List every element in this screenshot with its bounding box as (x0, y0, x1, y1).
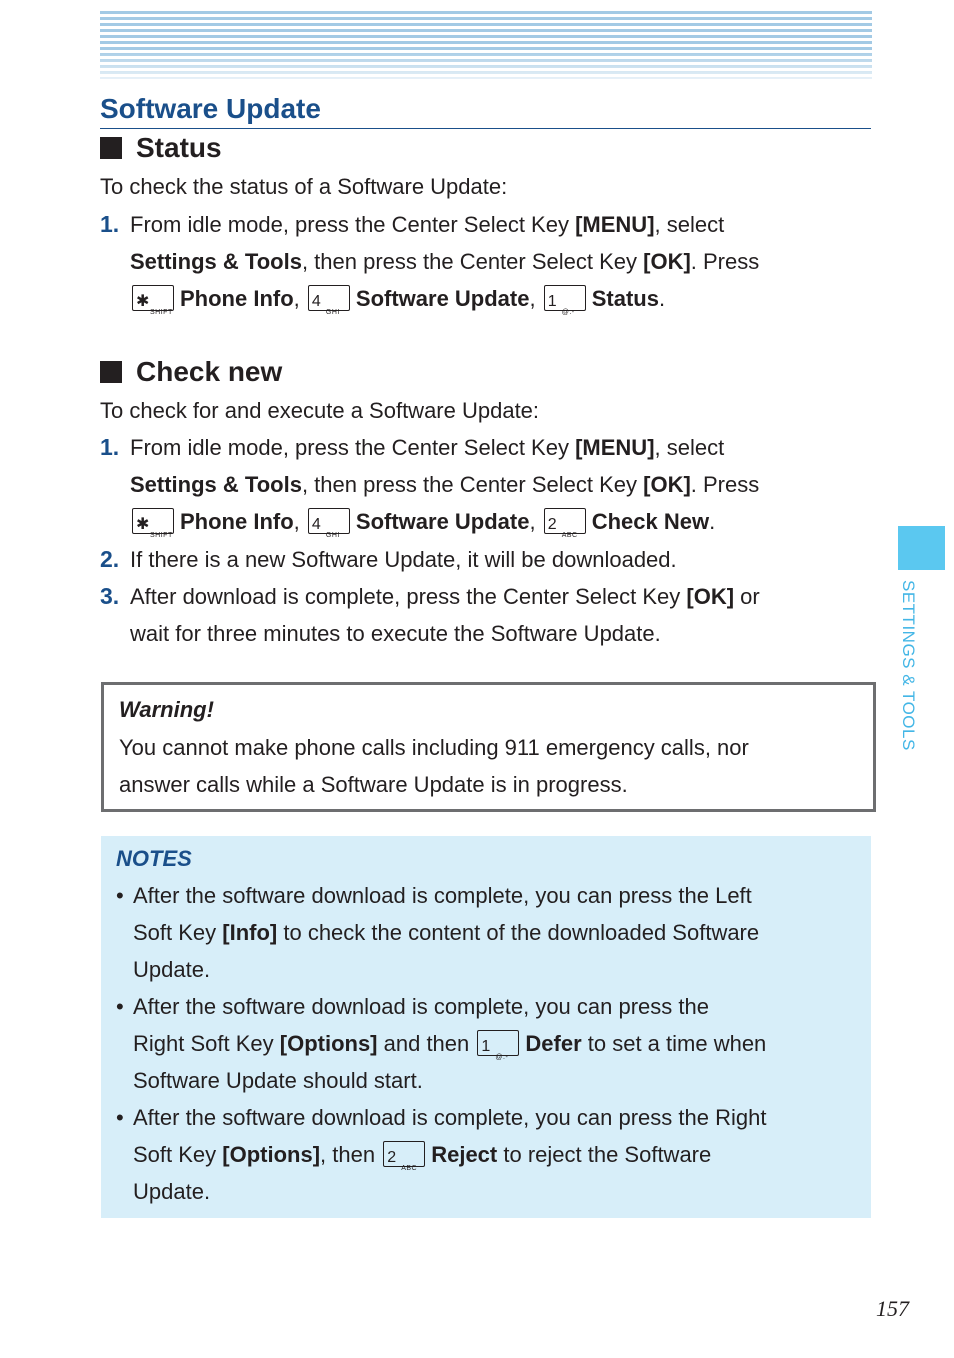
chapter-tab (898, 526, 945, 570)
page-number: 157 (876, 1296, 909, 1321)
chapter-label: SETTINGS & TOOLS (899, 580, 918, 751)
star-shift-key-icon: ✱ SHIFT (132, 285, 174, 311)
check-new-step-1 (100, 429, 860, 540)
warning-title: Warning! (119, 697, 214, 722)
menu-item-phone-info: Phone Info (180, 286, 294, 311)
step-line: ✱ SHIFT Phone Info, 4 GHI Software Update, 2 ABC Check New. (130, 503, 860, 540)
menu-item-software-update: Software Update (355, 509, 530, 534)
bullet-icon: • (116, 1105, 124, 1130)
menu-item-software-update: Software Update (355, 286, 530, 311)
step-line: From idle mode, press the Center Select Key [MENU], select (130, 212, 725, 237)
key-4-ghi-icon: 4 GHI (308, 508, 350, 534)
menu-item-status: Status (591, 286, 659, 311)
check-new-heading (100, 355, 282, 389)
status-heading (100, 131, 222, 165)
note-item: • After the software download is complete, you can press the Right Soft Key [Options], then 2 ABC Reject to reject the Software Update. (116, 1099, 861, 1210)
check-new-heading-text: Check new (136, 356, 283, 387)
check-new-step-3 (100, 578, 860, 652)
note-item: • After the software download is complete, you can press the Left Soft Key [Info] to check the content of the downloaded Software Update. (116, 877, 861, 988)
step-line: Settings & Tools, then press the Center Select Key [OK]. Press (130, 472, 760, 497)
key-4-ghi-icon: 4 GHI (308, 285, 350, 311)
check-new-step-2 (100, 541, 860, 578)
note-item: • After the software download is complete, you can press the Right Soft Key [Options] and then 1 @.- Defer to set a time when Software Update should start. (116, 988, 861, 1099)
key-1-icon: 1 @.- (477, 1030, 519, 1056)
square-bullet-icon (100, 137, 122, 159)
bullet-icon: • (116, 994, 124, 1019)
status-intro: To check the status of a Software Update: (100, 174, 508, 199)
menu-item-defer: Defer (525, 1031, 582, 1056)
step-line: From idle mode, press the Center Select Key [MENU], select (130, 435, 725, 460)
menu-item-reject: Reject (431, 1142, 498, 1167)
key-1-icon: 1 @.- (544, 285, 586, 311)
status-heading-text: Status (136, 132, 222, 163)
status-step-1 (100, 206, 860, 317)
step-line: ✱ SHIFT Phone Info, 4 GHI Software Update, 1 @.- Status. (130, 280, 860, 317)
menu-item-check-new: Check New (591, 509, 710, 534)
notes-title: NOTES (116, 846, 192, 871)
bullet-icon: • (116, 883, 124, 908)
header-stripes (100, 11, 872, 79)
step-line: wait for three minutes to execute the Software Update. (130, 621, 661, 646)
step-number: 1. (100, 211, 120, 237)
key-2-abc-icon: 2 ABC (544, 508, 586, 534)
step-number: 1. (100, 434, 120, 460)
check-new-intro: To check for and execute a Software Update: (100, 398, 540, 423)
notes-box (101, 836, 871, 1218)
section-title: Software Update (100, 92, 871, 129)
warning-text: You cannot make phone calls including 911 emergency calls, nor answer calls while a Software Update is in progress. (119, 735, 749, 797)
square-bullet-icon (100, 361, 122, 383)
star-shift-key-icon: ✱ SHIFT (132, 508, 174, 534)
warning-box (101, 682, 876, 812)
step-number: 3. (100, 583, 120, 609)
step-number: 2. (100, 546, 120, 572)
key-2-abc-icon: 2 ABC (383, 1141, 425, 1167)
step-line: After download is complete, press the Center Select Key [OK] or (130, 584, 760, 609)
step-line: Settings & Tools, then press the Center Select Key [OK]. Press (130, 249, 760, 274)
step-line: If there is a new Software Update, it will be downloaded. (130, 547, 677, 572)
menu-item-phone-info: Phone Info (180, 509, 294, 534)
